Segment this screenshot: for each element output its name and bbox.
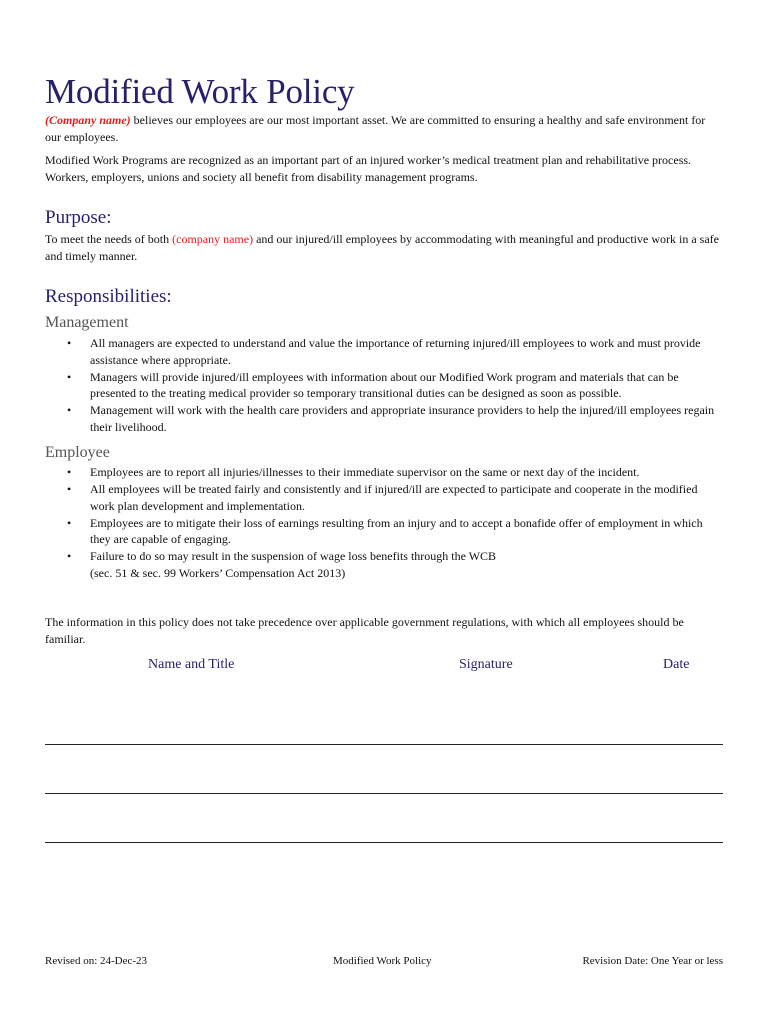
list-item: • Employees are to mitigate their loss of earnings resulting from an injury and to accept a bonafide offer of employment in which they are capable of engaging. [45,515,723,548]
purpose-company-placeholder: (company name) [172,232,254,246]
company-name-placeholder: (Company name) [45,113,131,127]
list-item: • Managers will provide injured/ill employees with information about our Modified Work program and materials that can be presented to the treating medical provider so temporary transitional duties can be designed as soon as possible. [45,369,723,402]
employee-list [45,464,723,582]
list-item: • All managers are expected to understand and value the importance of returning injured/ill employees to work and must provide assistance where appropriate. [45,335,723,368]
list-item [45,548,723,581]
signature-header: Signature [459,657,513,672]
responsibilities-heading: Responsibilities: [45,286,172,307]
name-title-header: Name and Title [148,657,235,672]
intro-text: believes our employees are our most important asset. We are committed to ensuring a healthy and safe environment for our employees. [45,113,706,144]
signature-line[interactable] [45,842,723,843]
list-item: • Employees are to report all injuries/illnesses to their immediate supervisor on the same or next day of the incident. [45,464,723,481]
purpose-paragraph [45,231,723,264]
list-item: • Management will work with the health care providers and appropriate insurance providers to help the injured/ill employees regain their livelihood. [45,402,723,435]
management-list [45,335,723,436]
programs-paragraph: Modified Work Programs are recognized as an important part of an injured worker’s medical treatment plan and rehabilitative process. Workers, employers, unions and society all benefit from disability management programs. [45,153,692,184]
signature-line[interactable] [45,793,723,794]
footer-revised-on: Revised on: 24-Dec-23 [45,955,148,967]
purpose-heading: Purpose: [45,207,112,228]
document-title: Modified Work Policy [45,72,355,111]
purpose-text-after: and our injured/ill employees by accommodating with meaningful and productive work in a safe and timely manner. [45,232,719,263]
management-heading: Management [45,314,129,331]
footer-title: Modified Work Policy [333,955,432,967]
employee-heading: Employee [45,444,110,461]
disclaimer-paragraph: The information in this policy does not take precedence over applicable government regulations, with which all employees should be familiar. [45,615,684,646]
list-item: • All employees will be treated fairly and consistently and if injured/ill are expected to participate and cooperate in the modified work plan development and implementation. [45,481,723,514]
footer-revision-date: Revision Date: One Year or less [582,955,723,967]
intro-paragraph [45,112,723,145]
list-item-line: Failure to do so may result in the suspension of wage loss benefits through the WCB [90,549,497,563]
date-header: Date [663,657,690,672]
list-item-line: (sec. 51 & sec. 99 Workers’ Compensation Act 2013) [90,565,346,580]
signature-line[interactable] [45,744,723,745]
purpose-text-before: To meet the needs of both [45,232,173,246]
